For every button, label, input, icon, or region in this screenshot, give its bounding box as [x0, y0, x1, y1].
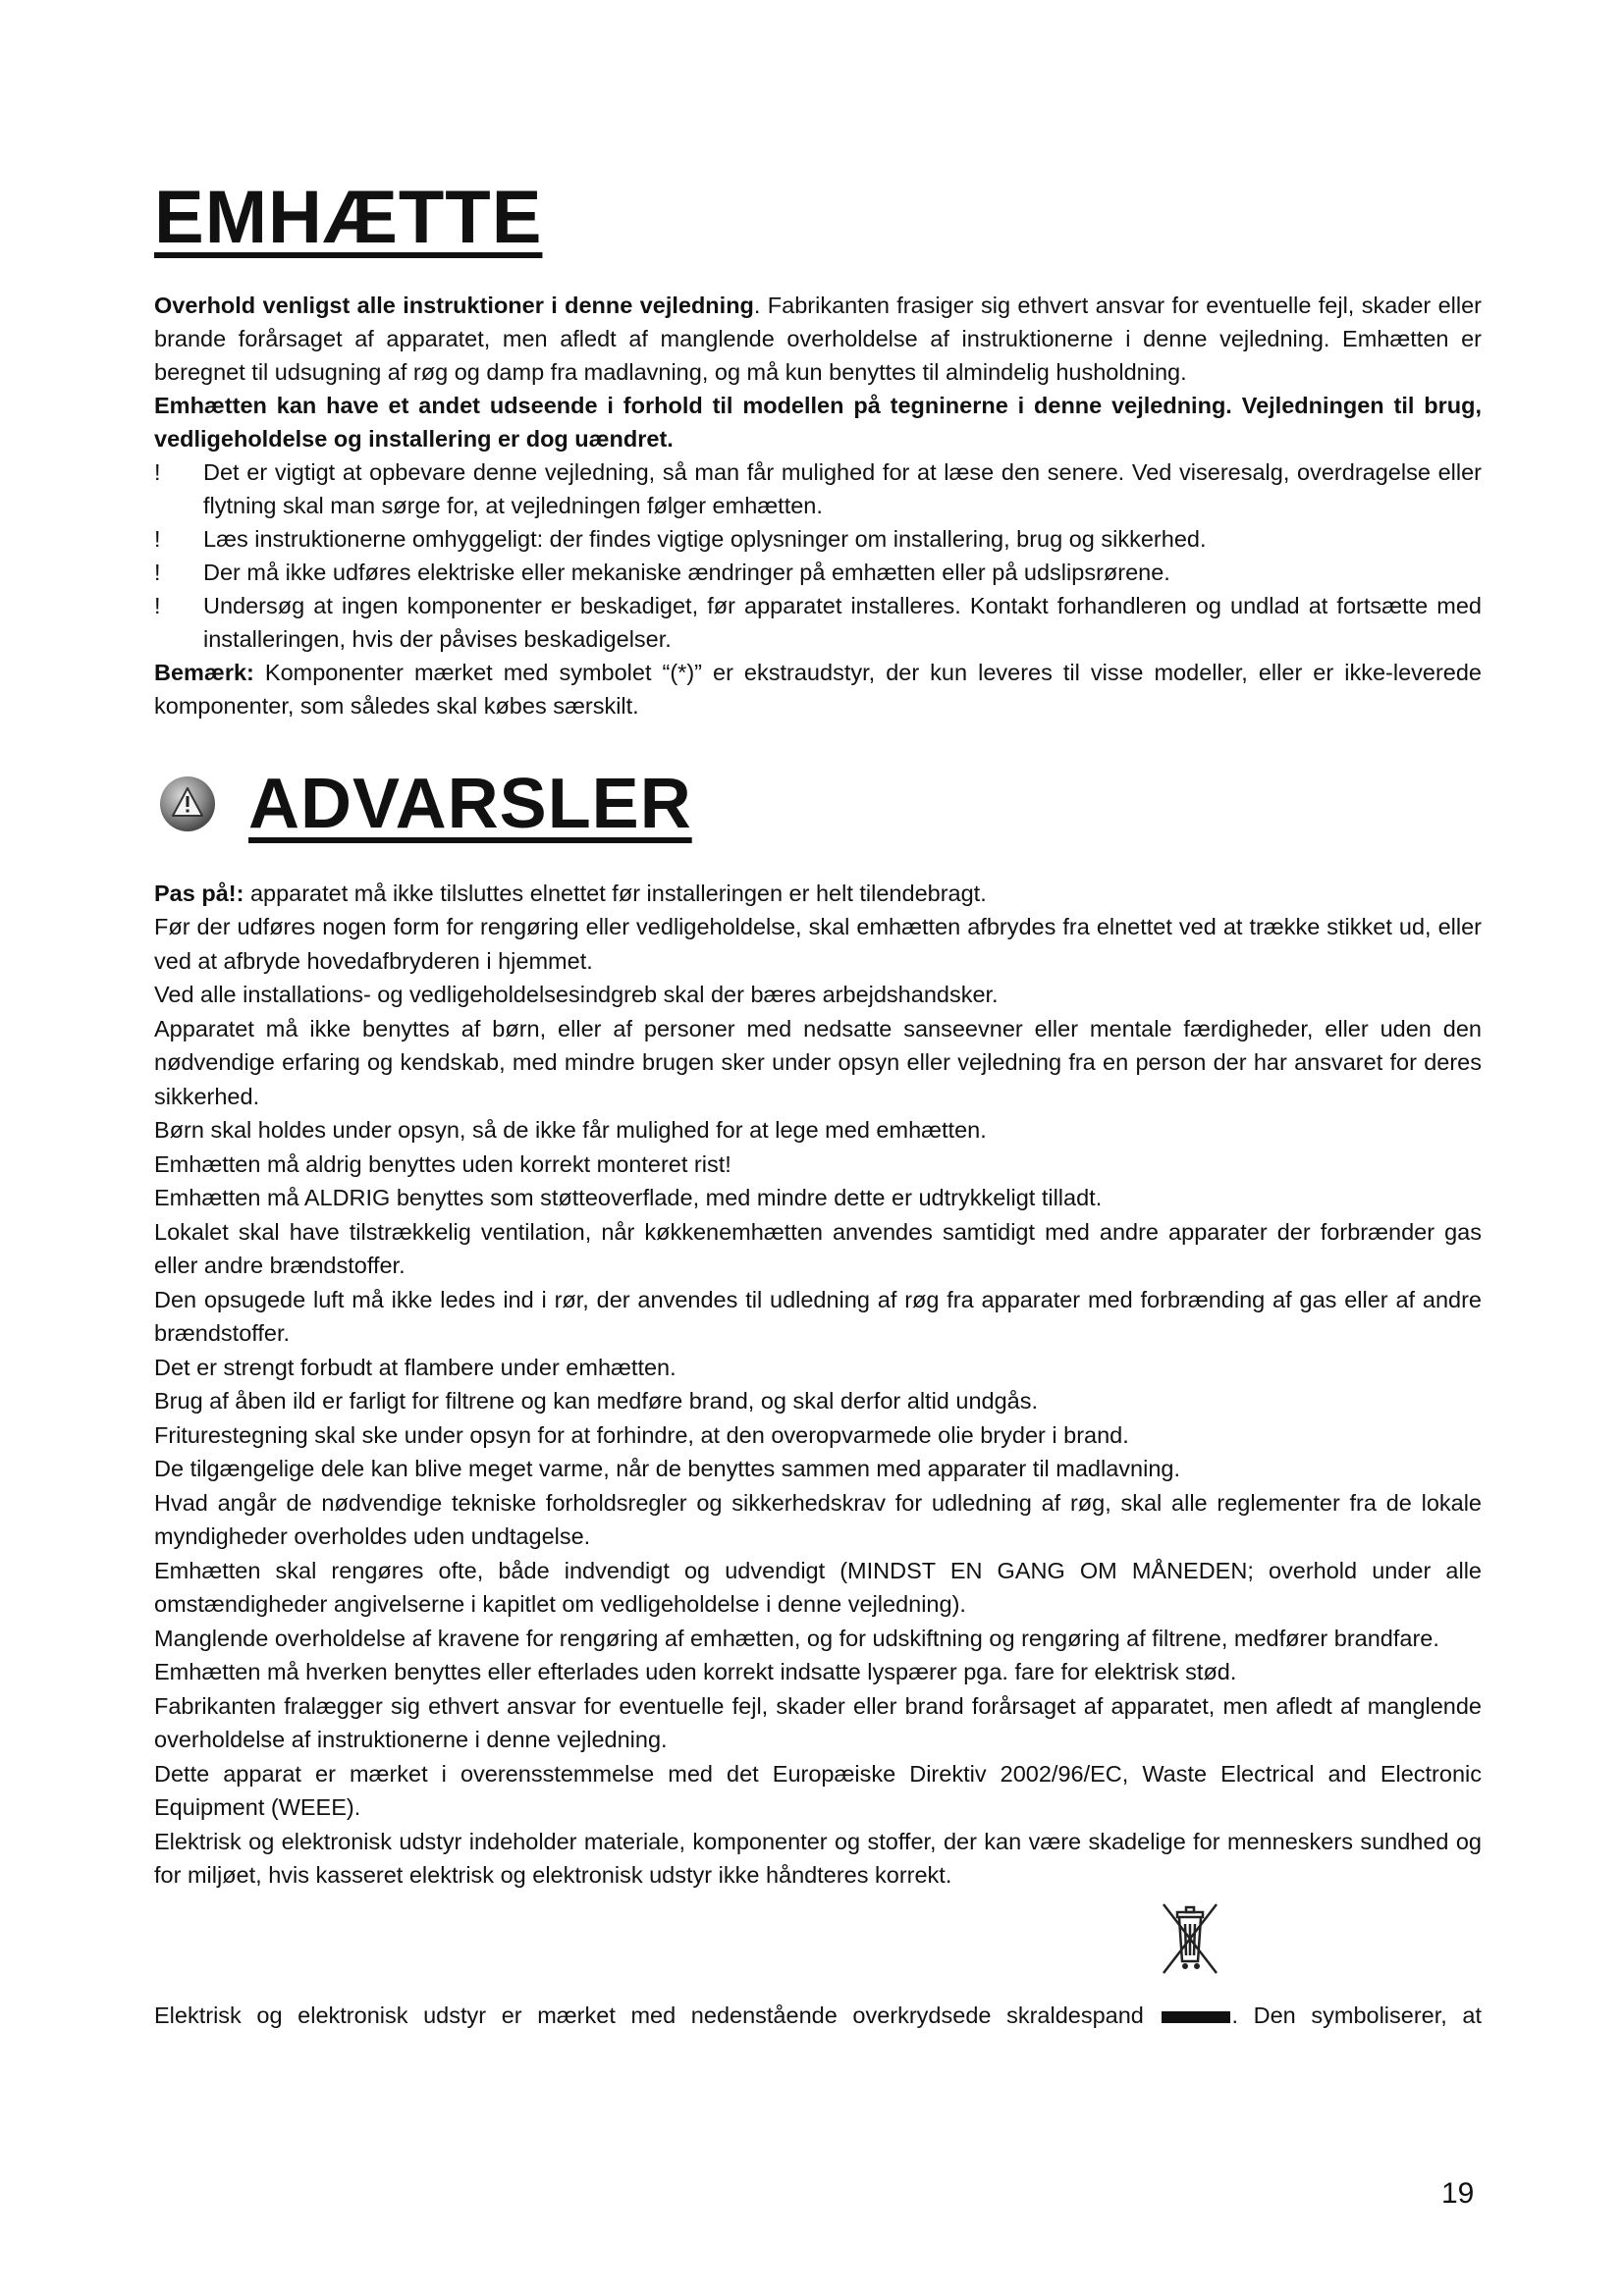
warning-paragraph: Elektrisk og elektronisk udstyr indeholder materiale, komponenter og stoffer, der kan være skadelige for menneskers sundhed og for miljøet, hvis kasseret elektrisk og elektronisk udstyr ikke håndteres korrekt. — [154, 1828, 1482, 1889]
warnings-section — [154, 877, 1482, 1893]
warning-paragraph: Friturestegning skal ske under opsyn for at forhindre, at den overopvarmede olie bryder i brand. — [154, 1421, 1129, 1448]
model-note: Emhætten kan have et andet udseende i forhold til modellen på tegninerne i denne vejledning. Vejledningen til brug, vedligeholdelse og installering er dog uændret. — [154, 392, 1482, 452]
weee-text-before: Elektrisk og elektronisk udstyr er mærket med nedenstående overkrydsede skraldespand — [154, 2002, 1144, 2028]
warning-paragraph: De tilgængelige dele kan blive meget varme, når de benyttes sammen med apparater til madlavning. — [154, 1456, 1181, 1482]
page-title: EMHÆTTE — [154, 176, 543, 259]
exclamation-mark: ! — [154, 458, 161, 485]
warnings-title: ADVARSLER — [248, 764, 692, 843]
warnings-heading — [154, 766, 1482, 843]
list-item — [154, 589, 1482, 656]
warning-paragraph: Emhætten må ALDRIG benyttes som støtteoverflade, med mindre dette er udtrykkeligt tilladt. — [154, 1185, 1103, 1211]
list-item — [154, 522, 1482, 556]
warning-paragraph: Ved alle installations- og vedligeholdelsesindgreb skal der bæres arbejdshandsker. — [154, 982, 999, 1008]
crossed-bin-icon — [1156, 1900, 1224, 1979]
warning-paragraph: Hvad angår de nødvendige tekniske forholdsregler og sikkerhedskrav for udledning af røg, skal alle reglementer fra de lokale myndigheder overholdes uden undtagelse. — [154, 1489, 1482, 1550]
list-item-text: Der må ikke udføres elektriske eller mekaniske ændringer på emhætten eller på udslipsrørene. — [203, 559, 1170, 585]
exclamation-mark: ! — [154, 592, 161, 618]
warning-paragraph: Manglende overholdelse af kravene for rengøring af emhætten, og for udskiftning og rengøring af filtrene, medfører brandfare. — [154, 1625, 1439, 1651]
warning-paragraph: Emhætten må hverken benyttes eller efterlades uden korrekt indsatte lyspærer pga. fare for elektrisk stød. — [154, 1659, 1237, 1685]
warning-paragraph: Fabrikanten fralægger sig ethvert ansvar for eventuelle fejl, skader eller brand forårsaget af apparatet, men afledt af manglende overholdelse af instruktionerne i denne vejledning. — [154, 1692, 1482, 1753]
warning-paragraph — [154, 877, 1482, 911]
warning-paragraph: Det er strengt forbudt at flambere under emhætten. — [154, 1354, 677, 1380]
warning-paragraph: Apparatet må ikke benyttes af børn, eller af personer med nedsatte sanseevner eller mentale færdigheder, eller uden den nødvendige erfaring og kendskab, med mindre brugen sker under opsyn eller vejledning fra en person der har ansvaret for deres sikkerhed. — [154, 1015, 1482, 1109]
document-page — [154, 177, 1482, 2055]
intro-lead-bold: Overhold venligst alle instruktioner i denne vejledning — [154, 292, 754, 318]
exclamation-mark: ! — [154, 525, 161, 552]
list-item — [154, 455, 1482, 522]
warning-icon — [158, 774, 217, 833]
list-item-text: Undersøg at ingen komponenter er beskadiget, før apparatet installeres. Kontakt forhandleren og undlad at fortsætte med installeringen, hvis der påvises beskadigelser. — [203, 592, 1482, 652]
warning-paragraph: Før der udføres nogen form for rengøring eller vedligeholdelse, skal emhætten afbrydes fra elnettet ved at trække stikket ud, eller ved at afbryde hovedafbryderen i hjemmet. — [154, 914, 1482, 974]
warning-paragraph: Børn skal holdes under opsyn, så de ikke får mulighed for at lege med emhætten. — [154, 1117, 987, 1144]
warning-paragraph: Emhætten må aldrig benyttes uden korrekt monteret rist! — [154, 1150, 731, 1177]
weee-symbol-row — [154, 1900, 1482, 1999]
note-text: Komponenter mærket med symbolet “(*)” er ekstraudstyr, der kun leveres til visse modeller, eller er ikke-leverede komponenter, som således skal købes særskilt. — [154, 659, 1482, 719]
warning-paragraph: Den opsugede luft må ikke ledes ind i rør, der anvendes til udledning af røg fra apparater med forbrænding af gas eller af andre brændstoffer. — [154, 1286, 1482, 1347]
intro-lead-text: . Fabrikanten frasiger sig ethvert ansvar for eventuelle fejl, skader eller brande forårsaget af apparatet, men afledt af manglende overholdelse af instruktionerne i denne vejledning. Emhætten er beregnet til udsugning af røg og damp fra madlavning, og må kun benyttes til almindelig husholdning. — [154, 292, 1482, 385]
warning-paragraph: Lokalet skal have tilstrækkelig ventilation, når køkkenemhætten anvendes samtidigt med andre apparater der forbrænder gas eller andre brændstoffer. — [154, 1218, 1482, 1279]
weee-text-after: . Den symboliserer, at — [1231, 2002, 1483, 2028]
note-paragraph — [154, 656, 1482, 722]
bin-underline-bar — [1162, 2011, 1230, 2023]
list-item — [154, 556, 1482, 589]
list-item-text: Læs instruktionerne omhyggeligt: der findes vigtige oplysninger om installering, brug og sikkerhed. — [203, 525, 1207, 552]
caution-text: apparatet må ikke tilsluttes elnettet før installeringen er helt tilendebragt. — [244, 880, 987, 906]
weee-paragraph — [154, 1999, 1482, 2032]
caution-label: Pas på!: — [154, 880, 244, 906]
intro-paragraph — [154, 289, 1482, 389]
warning-paragraph: Dette apparat er mærket i overensstemmelse med det Europæiske Direktiv 2002/96/EC, Waste Electrical and Electronic Equipment (WEEE). — [154, 1760, 1482, 1821]
intro-section — [154, 289, 1482, 722]
list-item-text: Det er vigtigt at opbevare denne vejledning, så man får mulighed for at læse den senere. Ved viseresalg, overdragelse eller flytning skal man sørge for, at vejledningen følger emhætten. — [203, 458, 1482, 518]
page-number: 19 — [1441, 2177, 1475, 2210]
instruction-list — [154, 455, 1482, 656]
exclamation-mark: ! — [154, 559, 161, 585]
warning-paragraph: Brug af åben ild er farligt for filtrene og kan medføre brand, og skal derfor altid undgås. — [154, 1388, 1039, 1415]
warning-paragraph: Emhætten skal rengøres ofte, både indvendigt og udvendigt (MINDST EN GANG OM MÅNEDEN; overhold under alle omstændigheder angivelserne i kapitlet om vedligeholdelse i denne vejledning). — [154, 1557, 1482, 1618]
note-label: Bemærk: — [154, 659, 254, 685]
